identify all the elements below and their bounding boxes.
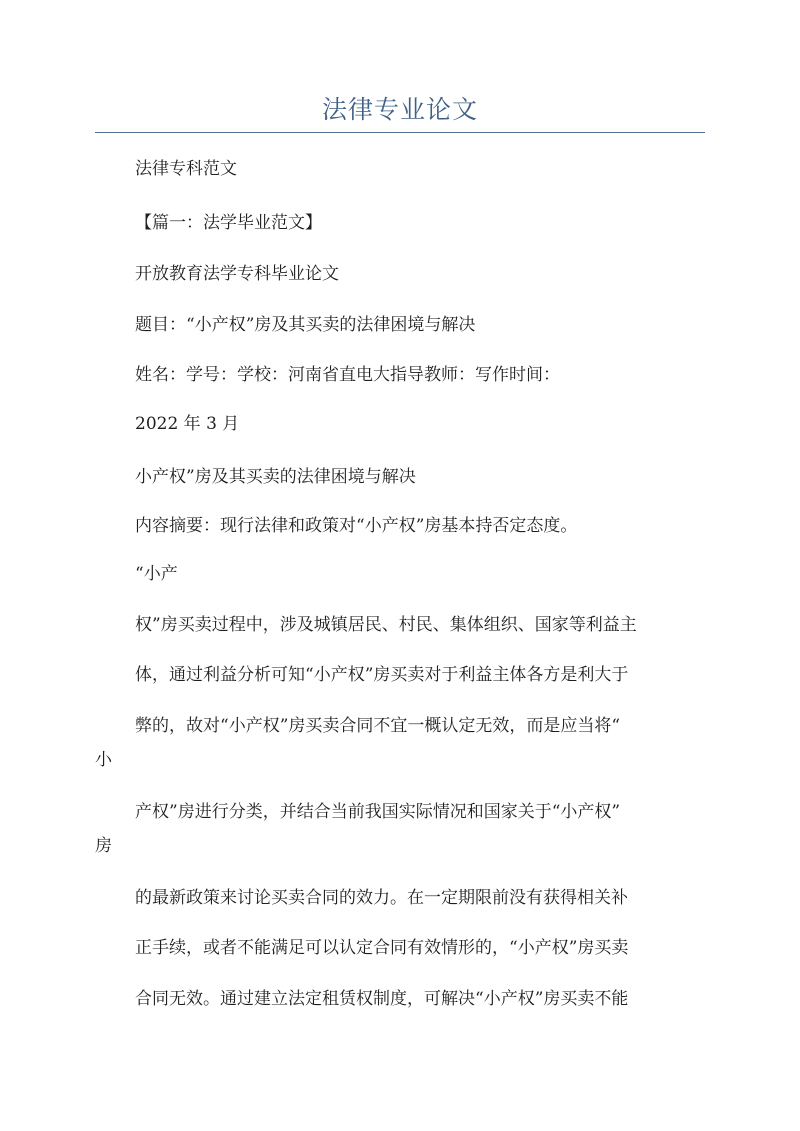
body-line: 弊的，故对“小产权”房买卖合同不宜一概认定无效，而是应当将“ — [135, 716, 621, 736]
body-line: 正手续，或者不能满足可以认定合同有效情形的，“小产权”房买卖 — [135, 938, 629, 958]
body-line: 内容摘要：现行法律和政策对“小产权”房基本持否定态度。 — [135, 516, 578, 536]
document-title: 法律专业论文 — [321, 95, 478, 124]
body-line: 开放教育法学专科毕业论文 — [135, 264, 339, 284]
body-line: 2022 年 3 月 — [135, 414, 240, 434]
body-line: 小产权”房及其买卖的法律困境与解决 — [135, 467, 416, 487]
title-divider — [95, 132, 705, 133]
body-line: 合同无效。通过建立法定租赁权制度，可解决“小产权”房买卖不能 — [135, 989, 629, 1009]
body-line: 产权”房进行分类，并结合当前我国实际情况和国家关于“小产权” — [135, 802, 621, 822]
body-line: 姓名：学号：学校：河南省直电大指导教师：写作时间： — [135, 365, 560, 385]
body-line: 权”房买卖过程中，涉及城镇居民、村民、集体组织、国家等利益主 — [135, 615, 637, 635]
body-line: 体，通过利益分析可知“小产权”房买卖对于利益主体各方是利大于 — [135, 665, 629, 685]
body-line: 小 — [95, 750, 112, 770]
body-line: 题目：“小产权”房及其买卖的法律困境与解决 — [135, 315, 476, 335]
body-line: “小产 — [135, 564, 178, 584]
body-line: 房 — [95, 836, 112, 856]
body-line: 法律专科范文 — [135, 159, 237, 179]
body-line: 【篇一：法学毕业范文】 — [135, 213, 322, 233]
body-line: 的最新政策来讨论买卖合同的效力。在一定期限前没有获得相关补 — [135, 888, 628, 908]
